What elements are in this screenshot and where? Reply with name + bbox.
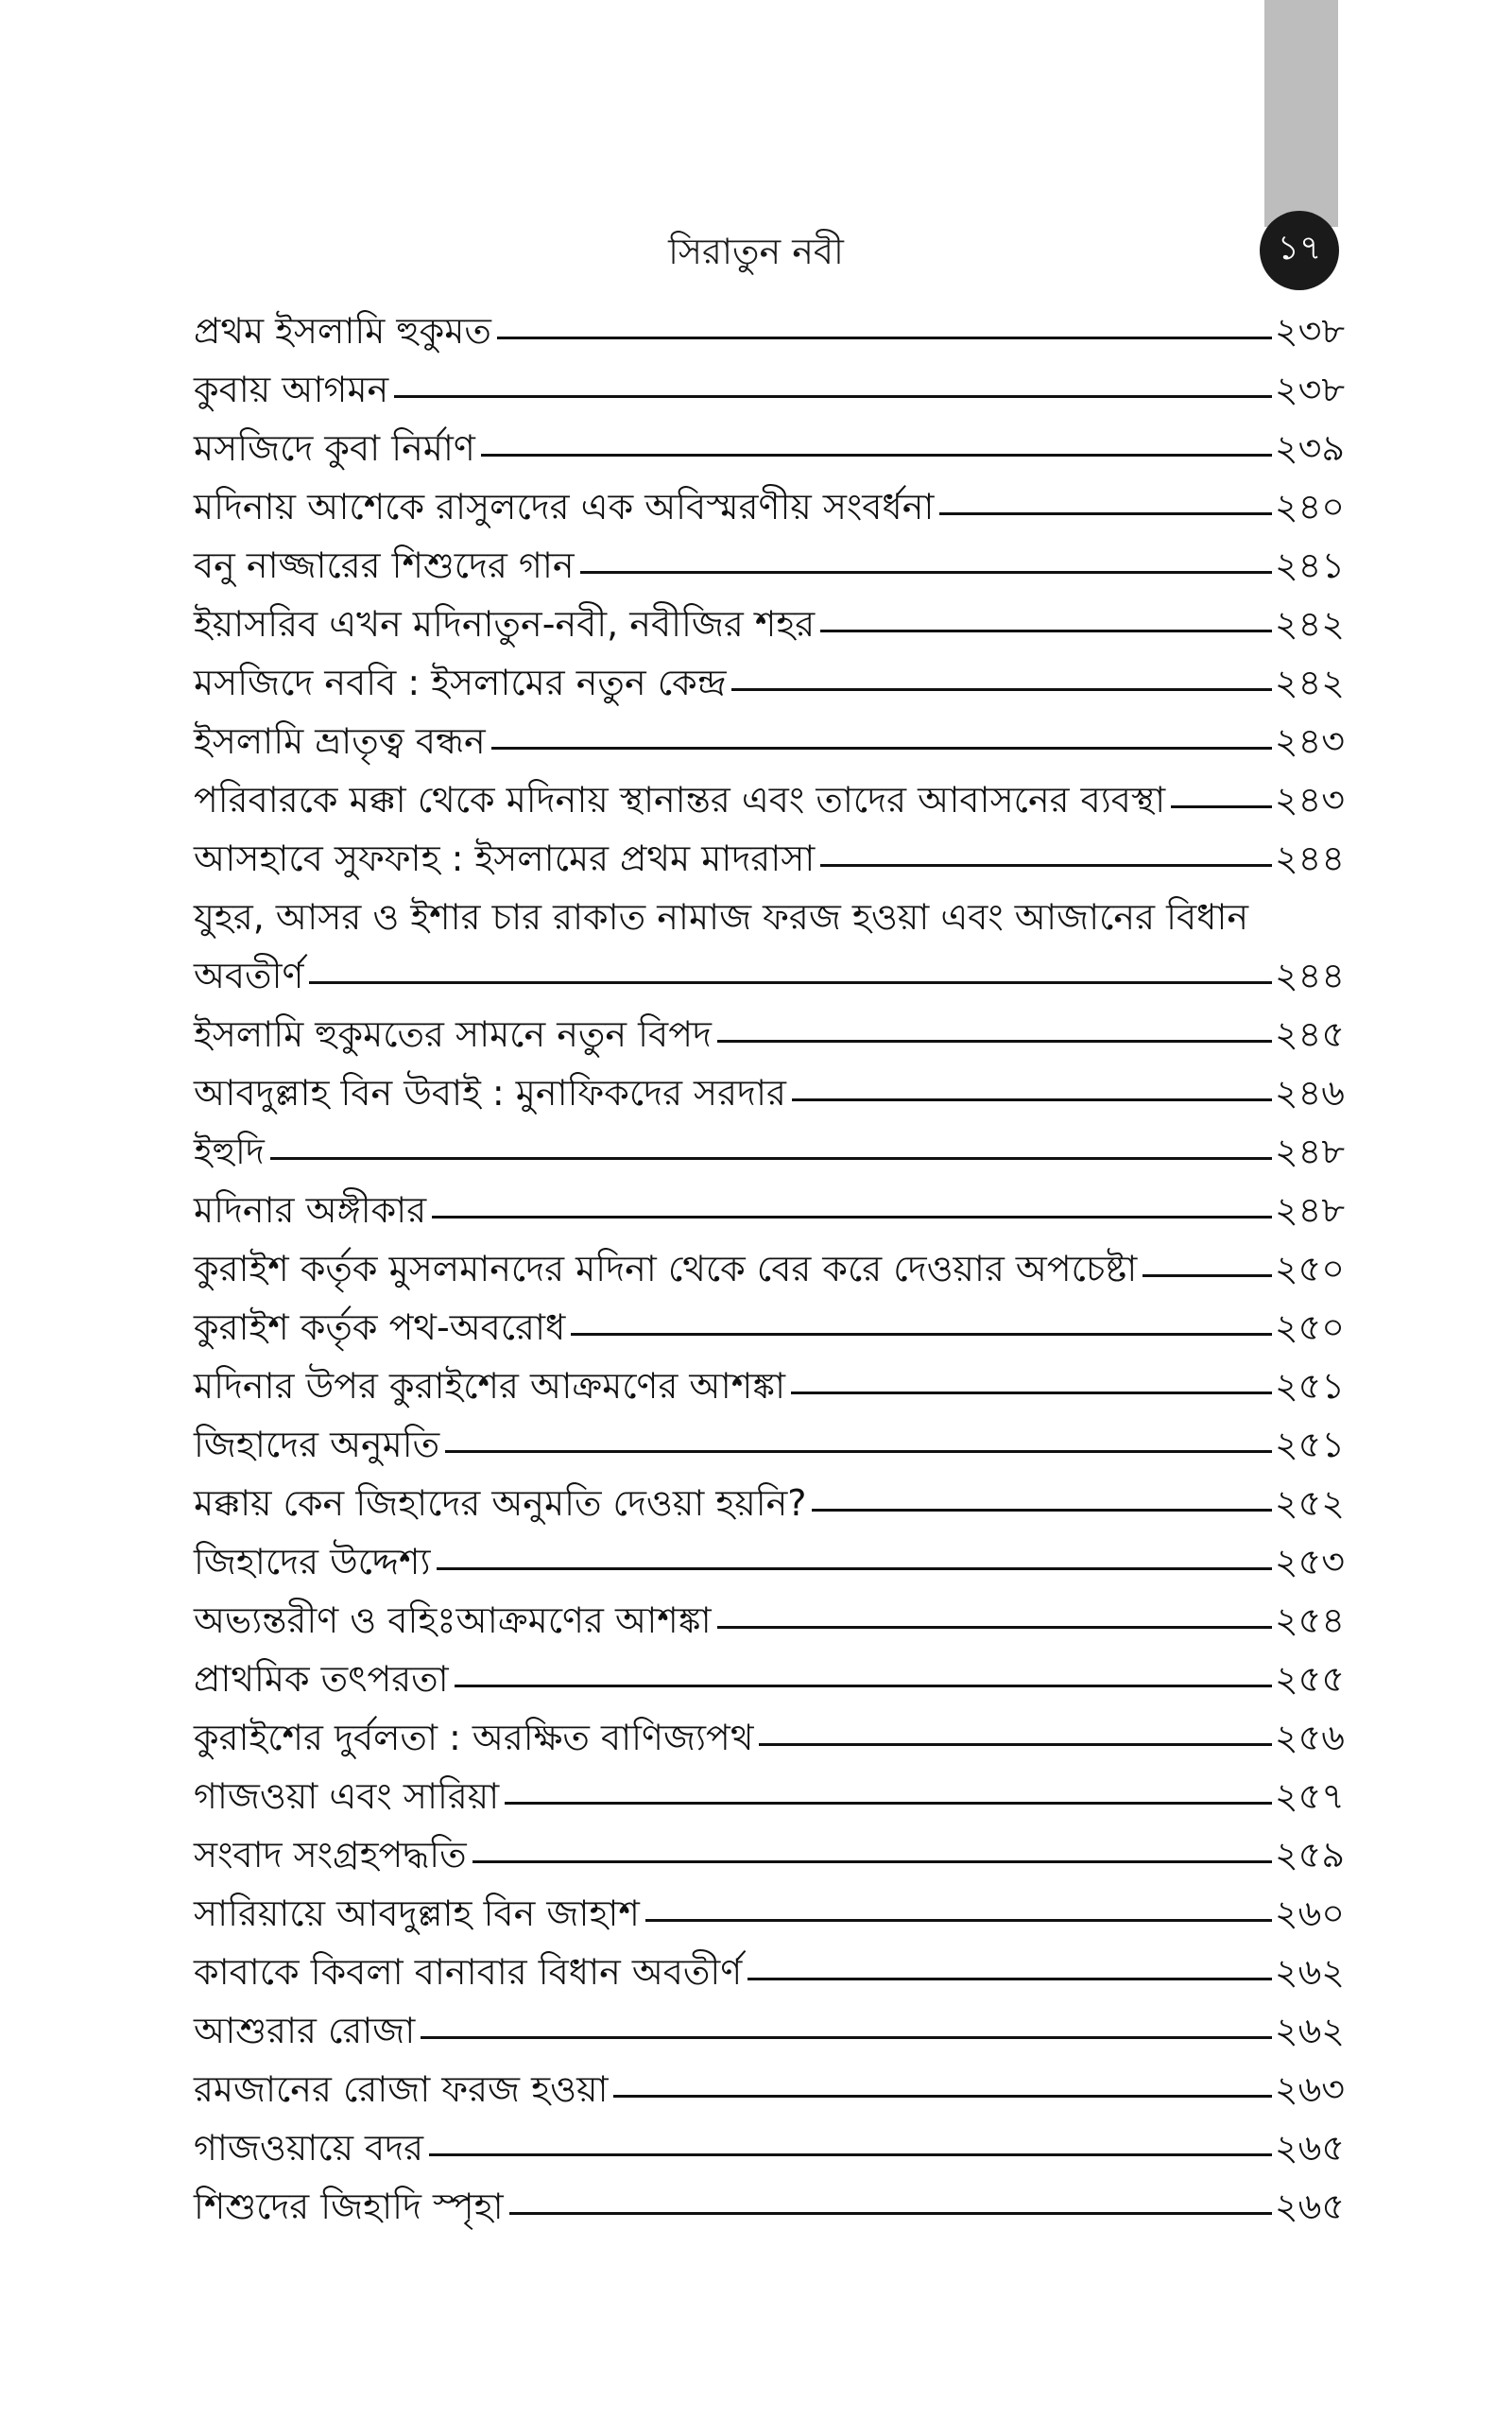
- toc-entry: [194, 770, 1345, 829]
- toc-entry-title-continuation: অবতীর্ণ: [194, 955, 304, 996]
- toc-entry: [194, 1825, 1345, 1884]
- toc-entry-title: কাবাকে কিবলা বানাবার বিধান অবতীর্ণ: [194, 1951, 743, 1993]
- toc-entry: [194, 1591, 1345, 1650]
- toc-entry-page: ২৫৯: [1274, 1834, 1345, 1876]
- toc-entry-title: ইয়াসরিব এখন মদিনাতুন-নবী, নবীজির শহর: [194, 603, 816, 645]
- toc-entry-page: ২৪১: [1274, 544, 1345, 586]
- toc-entry: [194, 1063, 1345, 1122]
- toc-entry-page: ২৪২: [1274, 603, 1345, 645]
- toc-entry-page: ২৫০: [1274, 1248, 1345, 1289]
- toc-entry: [194, 2177, 1345, 2236]
- toc-entry: [194, 419, 1345, 477]
- toc-entry: [194, 302, 1345, 360]
- toc-entry: [194, 536, 1345, 595]
- toc-entry: [194, 477, 1345, 536]
- toc-entry-title: কুবায় আগমন: [194, 369, 389, 410]
- toc-entry: [194, 1357, 1345, 1415]
- toc-entry: [194, 1943, 1345, 2001]
- toc-entry-page: ২৫৬: [1274, 1717, 1345, 1758]
- toc-entry-title: আবদুল্লাহ বিন উবাই : মুনাফিকদের সরদার: [194, 1072, 786, 1114]
- toc-leader-line: [437, 1567, 1272, 1570]
- toc-entry-page: ২৫১: [1274, 1365, 1345, 1407]
- toc-entry: [194, 1884, 1345, 1943]
- toc-entry-title: ইসলামি ভ্রাতৃত্ব বন্ধন: [194, 720, 486, 762]
- toc-entry-title: মক্কায় কেন জিহাদের অনুমতি দেওয়া হয়নি?: [194, 1482, 807, 1524]
- toc-entry-title: আশুরার রোজা: [194, 2010, 416, 2051]
- toc-entry-title: পরিবারকে মক্কা থেকে মদিনায় স্থানান্তর এবং তাদের আবাসনের ব্যবস্থা: [194, 779, 1166, 821]
- toc-entry-page: ২৫৪: [1274, 1599, 1345, 1641]
- toc-leader-line: [820, 630, 1272, 632]
- toc-entry: [194, 829, 1345, 888]
- toc-entry: [194, 1474, 1345, 1532]
- toc-leader-line: [580, 571, 1272, 574]
- toc-entry: [194, 360, 1345, 419]
- toc-leader-line: [571, 1333, 1272, 1336]
- toc-entry-page: ২৪৫: [1274, 1013, 1345, 1055]
- toc-leader-line: [613, 2095, 1271, 2098]
- toc-leader-line: [791, 1392, 1272, 1394]
- toc-entry-page: ২৪৩: [1274, 779, 1345, 821]
- toc-entry-title: বনু নাজ্জারের শিশুদের গান: [194, 544, 575, 586]
- toc-leader-line: [939, 512, 1271, 515]
- toc-entry-page: ২৪৩: [1274, 720, 1345, 762]
- toc-entry: [194, 2060, 1345, 2118]
- toc-entry: [194, 1298, 1345, 1357]
- toc-entry-title: মসজিদে কুবা নির্মাণ: [194, 427, 475, 469]
- toc-entry-title: সংবাদ সংগ্রহপদ্ধতি: [194, 1834, 467, 1876]
- toc-leader-line: [717, 1040, 1272, 1043]
- toc-entry-page: ২৬৫: [1274, 2186, 1345, 2227]
- toc-entry: [194, 595, 1345, 653]
- toc-leader-line: [505, 1802, 1272, 1805]
- running-title: সিরাতুন নবী: [668, 231, 844, 272]
- toc-entry-title: গাজওয়া এবং সারিয়া: [194, 1775, 500, 1817]
- toc-entry-page: ২৫৭: [1274, 1775, 1345, 1817]
- toc-leader-line: [429, 2153, 1272, 2156]
- toc-entry-title: জিহাদের উদ্দেশ্য: [194, 1541, 431, 1582]
- toc-entry-title: ইহুদি: [194, 1131, 265, 1172]
- toc-entry: [194, 1650, 1345, 1708]
- toc-leader-line: [481, 454, 1272, 457]
- toc-entry-title: ইসলামি হুকুমতের সামনে নতুন বিপদ: [194, 1013, 712, 1055]
- toc-entry-title: মসজিদে নববি : ইসলামের নতুন কেন্দ্র: [194, 662, 727, 703]
- toc-leader-line: [645, 1919, 1272, 1922]
- toc-leader-line: [432, 1216, 1272, 1219]
- toc-leader-line: [820, 864, 1272, 867]
- toc-entry-title: মদিনার অঙ্গীকার: [194, 1189, 427, 1231]
- toc-entry-page: ২৫০: [1274, 1306, 1345, 1348]
- toc-entry-title: কুরাইশ কর্তৃক পথ-অবরোধ: [194, 1306, 566, 1348]
- toc-leader-line: [792, 1098, 1272, 1101]
- toc-entry-page: ২৪২: [1274, 662, 1345, 703]
- toc-leader-line: [509, 2212, 1272, 2215]
- toc-entry-page: ২৬০: [1274, 1893, 1345, 1934]
- toc-leader-line: [394, 395, 1272, 398]
- toc-entry: [194, 2001, 1345, 2060]
- toc-entry-page: ২৩৮: [1274, 310, 1345, 352]
- toc-leader-line: [270, 1157, 1272, 1160]
- toc-entry-page: ২৬৩: [1274, 2068, 1345, 2110]
- toc-leader-line: [445, 1450, 1272, 1453]
- toc-entry-title: প্রথম ইসলামি হুকুমত: [194, 310, 491, 352]
- toc-entry-title: মদিনার উপর কুরাইশের আক্রমণের আশঙ্কা: [194, 1365, 786, 1407]
- toc-entry: [194, 1122, 1345, 1181]
- toc-entry-page: ২৪৬: [1274, 1072, 1345, 1114]
- toc-entry-title: প্রাথমিক তৎপরতা: [194, 1658, 449, 1700]
- toc-entry: [194, 653, 1345, 712]
- toc-entry-title: রমজানের রোজা ফরজ হওয়া: [194, 2068, 609, 2110]
- table-of-contents: [194, 302, 1345, 2236]
- toc-entry-page: ২৪৮: [1274, 1131, 1345, 1172]
- toc-leader-line: [812, 1509, 1271, 1512]
- toc-leader-line: [1171, 805, 1272, 808]
- toc-leader-line: [1143, 1274, 1272, 1277]
- toc-entry-page: ২৫৫: [1274, 1658, 1345, 1700]
- toc-entry-page: ২৬৫: [1274, 2127, 1345, 2169]
- toc-entry-page: ২৩৮: [1274, 369, 1345, 410]
- toc-entry-title: মদিনায় আশেকে রাসুলদের এক অবিস্মরণীয় সংবর্ধনা: [194, 486, 935, 527]
- page-number: ১৭: [1277, 229, 1322, 268]
- page-number-badge: [1260, 211, 1339, 290]
- toc-entry-page: ২৫১: [1274, 1424, 1345, 1465]
- toc-entry-title: কুরাইশের দুর্বলতা : অরক্ষিত বাণিজ্যপথ: [194, 1717, 754, 1758]
- toc-entry-page: ২৪৪: [1274, 838, 1345, 879]
- toc-entry-continuation: [194, 946, 1345, 1005]
- toc-entry-page: ২৩৯: [1274, 427, 1345, 469]
- toc-entry-page: ২৪০: [1274, 486, 1345, 527]
- toc-leader-line: [491, 747, 1272, 750]
- toc-leader-line: [747, 1978, 1272, 1980]
- toc-entry: [194, 888, 1345, 946]
- toc-entry-title: গাজওয়ায়ে বদর: [194, 2127, 424, 2169]
- toc-entry: [194, 1181, 1345, 1239]
- toc-entry-page: ২৫২: [1274, 1482, 1345, 1524]
- toc-entry-page: ২৪৮: [1274, 1189, 1345, 1231]
- toc-entry: [194, 1708, 1345, 1767]
- toc-entry: [194, 1532, 1345, 1591]
- toc-leader-line: [497, 337, 1272, 339]
- toc-entry-title: অভ্যন্তরীণ ও বহিঃআক্রমণের আশঙ্কা: [194, 1599, 712, 1641]
- toc-entry: [194, 1239, 1345, 1298]
- toc-entry: [194, 1005, 1345, 1063]
- toc-entry-page: ২৫৩: [1274, 1541, 1345, 1582]
- toc-entry-title: সারিয়ায়ে আবদুল্লাহ বিন জাহাশ: [194, 1893, 640, 1934]
- toc-entry-page: ২৬২: [1274, 2010, 1345, 2051]
- toc-entry-title: শিশুদের জিহাদি স্পৃহা: [194, 2186, 504, 2227]
- toc-entry: [194, 1415, 1345, 1474]
- toc-leader-line: [472, 1860, 1272, 1863]
- toc-leader-line: [421, 2036, 1272, 2039]
- toc-leader-line: [717, 1626, 1272, 1629]
- thumb-tab: [1264, 0, 1338, 227]
- toc-entry: [194, 2118, 1345, 2177]
- toc-entry-title: যুহর, আসর ও ইশার চার রাকাত নামাজ ফরজ হওয়া এবং আজানের বিধান: [194, 896, 1249, 938]
- toc-entry-page: ২৬২: [1274, 1951, 1345, 1993]
- toc-leader-line: [759, 1743, 1271, 1746]
- toc-entry: [194, 1767, 1345, 1825]
- toc-entry: [194, 712, 1345, 770]
- toc-leader-line: [309, 981, 1272, 984]
- toc-leader-line: [731, 688, 1271, 691]
- toc-entry-title: আসহাবে সুফফাহ : ইসলামের প্রথম মাদরাসা: [194, 838, 816, 879]
- toc-entry-page: ২৪৪: [1274, 955, 1345, 996]
- toc-leader-line: [455, 1685, 1272, 1687]
- toc-entry-title: কুরাইশ কর্তৃক মুসলমানদের মদিনা থেকে বের করে দেওয়ার অপচেষ্টা: [194, 1248, 1138, 1289]
- toc-entry-title: জিহাদের অনুমতি: [194, 1424, 440, 1465]
